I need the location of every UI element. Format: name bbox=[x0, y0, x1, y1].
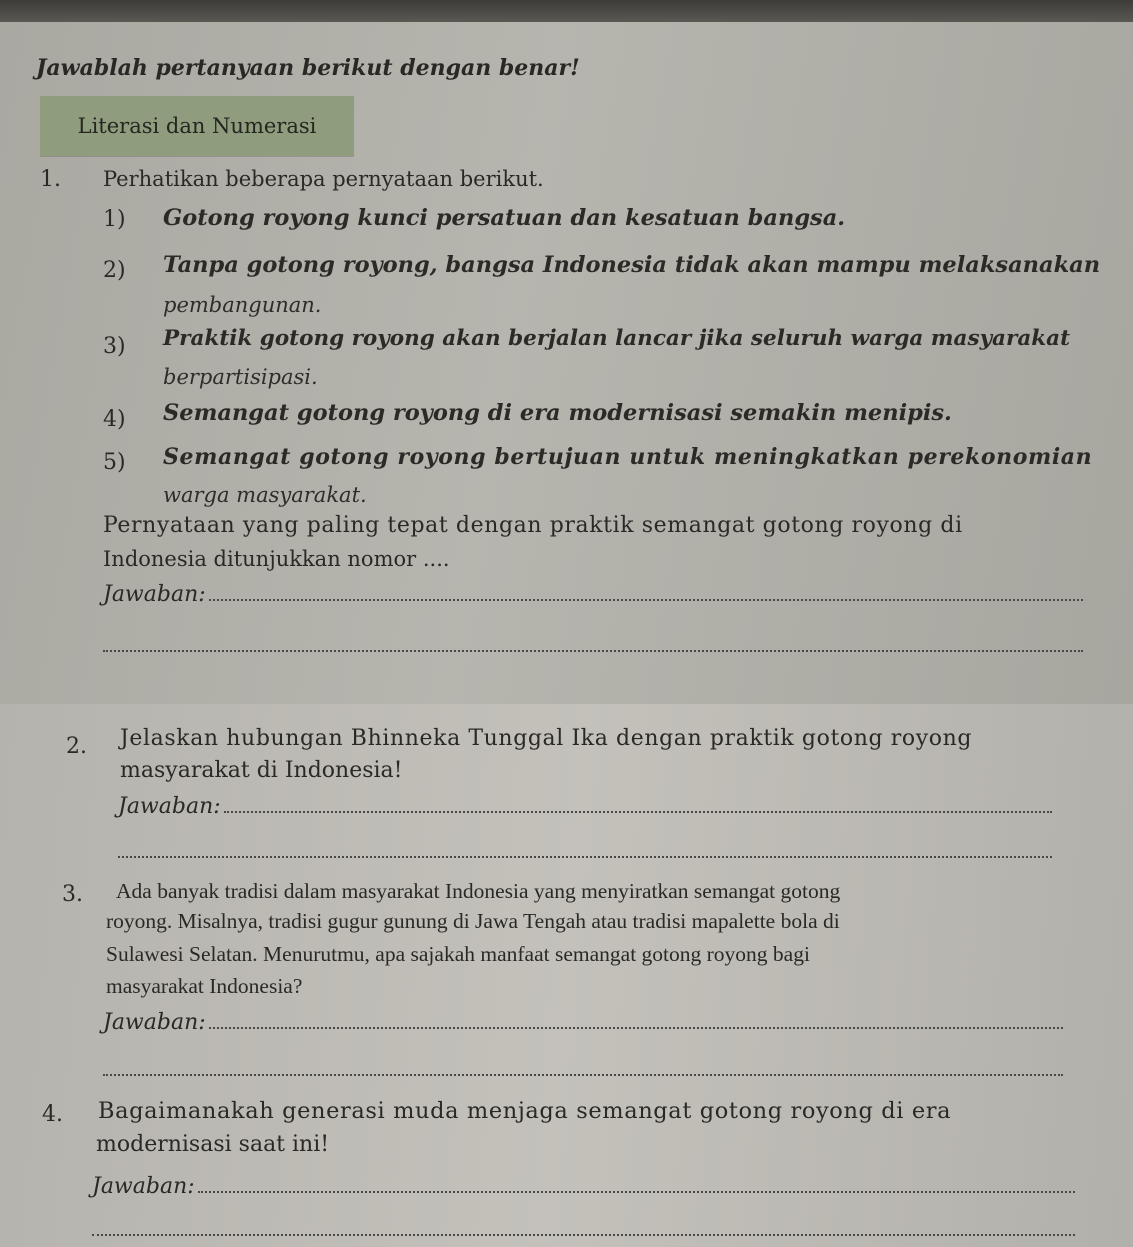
q4-number: 4. bbox=[42, 1102, 63, 1127]
q3-answer-line-2[interactable] bbox=[103, 1074, 1063, 1076]
q3-line-3: Sulawesi Selatan. Menurutmu, apa sajakah manfaat semangat gotong royong bagi bbox=[106, 942, 810, 966]
photo-top-edge bbox=[0, 0, 1133, 22]
statement-5-line-1: Semangat gotong royong bertujuan untuk meningkatkan perekonomian bbox=[163, 444, 1093, 470]
q3-line-1: Ada banyak tradisi dalam masyarakat Indonesia yang menyiratkan semangat gotong bbox=[116, 879, 841, 903]
q4-line-1: Bagaimanakah generasi muda menjaga semangat gotong royong di era bbox=[98, 1098, 952, 1124]
top-photo bbox=[0, 22, 1133, 704]
q1-answer-label: Jawaban: bbox=[103, 582, 206, 607]
section-title-box bbox=[40, 96, 354, 156]
statement-5-line-2: warga masyarakat. bbox=[163, 483, 367, 507]
statement-1-number: 1) bbox=[103, 207, 126, 232]
section-title: Literasi dan Numerasi bbox=[77, 114, 317, 138]
worksheet-heading: Jawablah pertanyaan berikut dengan benar! bbox=[36, 55, 580, 81]
q2-answer-label: Jawaban: bbox=[118, 794, 221, 819]
q1-prompt: Perhatikan beberapa pernyataan berikut. bbox=[103, 167, 544, 191]
statement-3-line-2: berpartisipasi. bbox=[163, 365, 318, 389]
statement-2-line-1: Tanpa gotong royong, bangsa Indonesia tidak akan mampu melaksanakan bbox=[163, 252, 1101, 278]
q1-question-line-2: Indonesia ditunjukkan nomor .... bbox=[103, 547, 450, 571]
q4-answer-row bbox=[92, 1174, 1075, 1199]
statement-3-line-1: Praktik gotong royong akan berjalan lancar jika seluruh warga masyarakat bbox=[163, 326, 1071, 351]
q4-answer-line-1[interactable] bbox=[198, 1177, 1075, 1193]
q1-number: 1. bbox=[40, 167, 61, 192]
statement-1-line-1: Gotong royong kunci persatuan dan kesatuan bangsa. bbox=[163, 205, 846, 231]
statement-3-number: 3) bbox=[103, 334, 126, 359]
q3-answer-line-1[interactable] bbox=[209, 1013, 1063, 1029]
q3-number: 3. bbox=[62, 882, 83, 907]
statement-4-line-1: Semangat gotong royong di era modernisasi semakin menipis. bbox=[163, 400, 952, 426]
q1-answer-line-2[interactable] bbox=[103, 650, 1083, 652]
q3-answer-row bbox=[103, 1010, 1063, 1035]
q4-answer-line-2[interactable] bbox=[92, 1234, 1075, 1236]
q1-question-line-1: Pernyataan yang paling tepat dengan praktik semangat gotong royong di bbox=[103, 513, 963, 538]
q3-line-4: masyarakat Indonesia? bbox=[106, 974, 303, 998]
q2-line-1: Jelaskan hubungan Bhinneka Tunggal Ika dengan praktik gotong royong bbox=[120, 726, 973, 751]
q3-line-2: royong. Misalnya, tradisi gugur gunung di Jawa Tengah atau tradisi mapalette bola di bbox=[106, 909, 840, 933]
q4-line-2: modernisasi saat ini! bbox=[96, 1132, 330, 1157]
q2-number: 2. bbox=[66, 734, 87, 759]
q2-line-2: masyarakat di Indonesia! bbox=[120, 758, 403, 783]
q4-answer-label: Jawaban: bbox=[92, 1174, 195, 1199]
q2-answer-row bbox=[118, 794, 1052, 819]
bottom-photo bbox=[0, 704, 1133, 1247]
q2-answer-line-2[interactable] bbox=[118, 856, 1052, 858]
q1-answer-line-1[interactable] bbox=[209, 585, 1083, 601]
q2-answer-line-1[interactable] bbox=[224, 797, 1052, 813]
q1-answer-row bbox=[103, 582, 1083, 607]
statement-2-line-2: pembangunan. bbox=[163, 293, 322, 317]
statement-5-number: 5) bbox=[103, 450, 126, 475]
statement-4-number: 4) bbox=[103, 407, 126, 432]
q3-answer-label: Jawaban: bbox=[103, 1010, 206, 1035]
statement-2-number: 2) bbox=[103, 258, 126, 283]
